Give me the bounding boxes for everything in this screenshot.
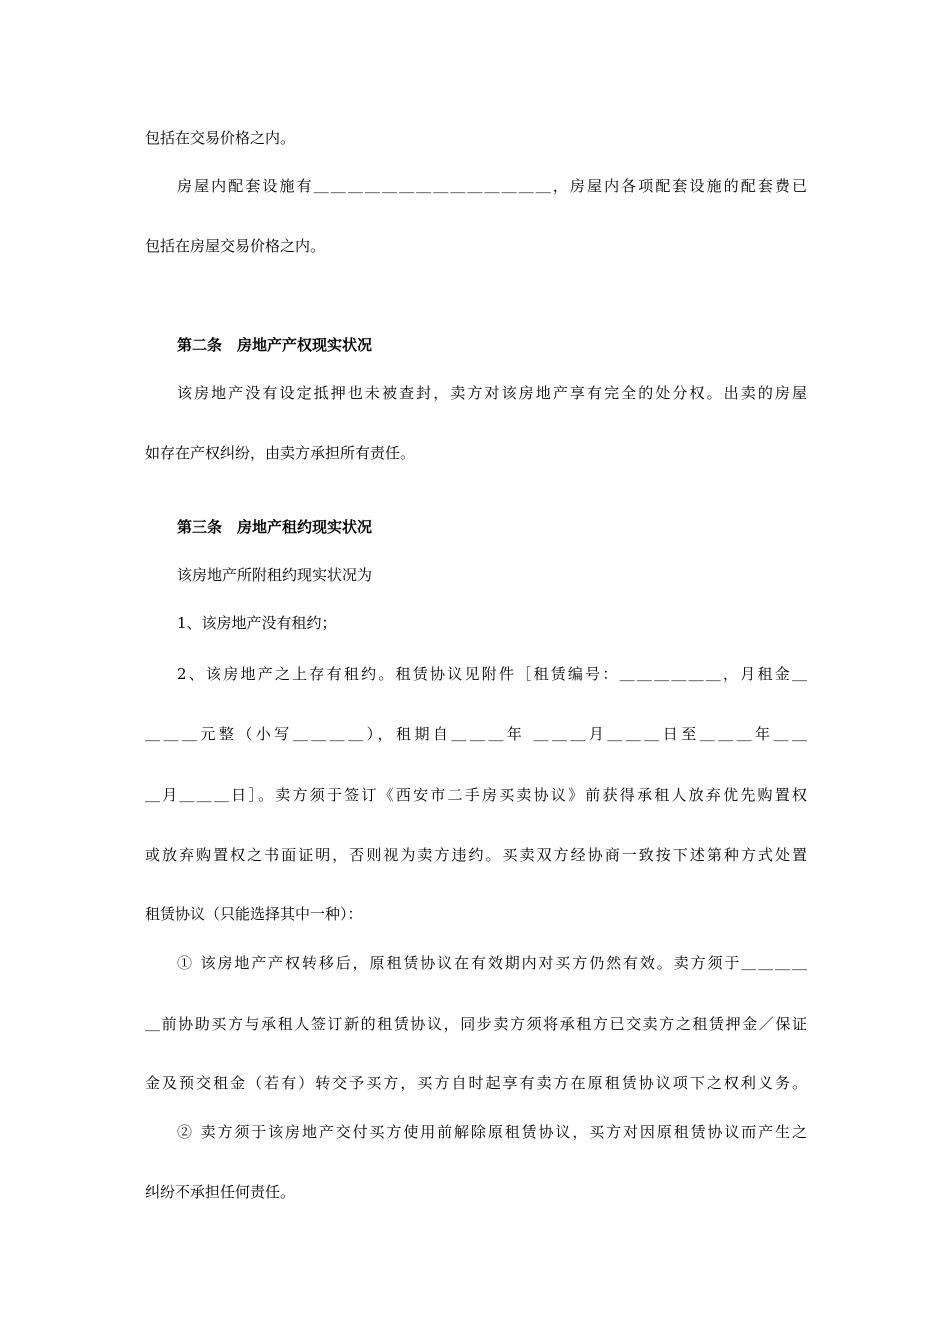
option-item: ② 卖方须于该房地产交付买方使用前解除原租赁协议，买方对因原租赁协议而产生之 <box>177 1123 807 1141</box>
paragraph-line: ＿＿＿元整（小写＿＿＿＿），租期自＿＿＿年 ＿＿＿月＿＿＿日至＿＿＿年＿＿ <box>145 725 807 743</box>
list-item: 2、该房地产之上存有租约。租赁协议见附件［租赁编号：＿＿＿＿＿＿，月租金＿ <box>177 665 807 683</box>
paragraph-line: ＿前协助买方与承租人签订新的租赁协议，同步卖方须将承租方已交卖方之租赁押金／保证 <box>145 1015 807 1033</box>
paragraph-line: 包括在房屋交易价格之内。 <box>145 237 326 255</box>
list-item: 1、该房地产没有租约； <box>177 614 337 632</box>
option-item: ① 该房地产产权转移后，原租赁协议在有效期内对买方仍然有效。卖方须于＿＿＿＿ <box>177 954 807 972</box>
paragraph-line: 该房地产所附租约现实状况为 <box>177 566 373 584</box>
section-heading: 第二条 房地产产权现实状况 <box>177 336 373 354</box>
paragraph-line: 房屋内配套设施有＿＿＿＿＿＿＿＿＿＿＿＿＿＿，房屋内各项配套设施的配套费已 <box>177 177 807 195</box>
paragraph-line: 或放弃购置权之书面证明，否则视为卖方违约。买卖双方经协商一致按下述第种方式处置 <box>145 846 807 864</box>
paragraph-line: 租赁协议（只能选择其中一种）： <box>145 905 363 923</box>
paragraph-line: ＿月＿＿＿日］。卖方须于签订《西安市二手房买卖协议》前获得承租人放弃优先购置权 <box>145 786 807 804</box>
paragraph-line: 包括在交易价格之内。 <box>145 129 296 147</box>
paragraph-line: 该房地产没有设定抵押也未被查封，卖方对该房地产享有完全的处分权。出卖的房屋 <box>177 384 807 402</box>
paragraph-line: 金及预交租金（若有）转交予买方，买方自时起享有卖方在原租赁协议项下之权利义务。 <box>145 1074 807 1092</box>
paragraph-line: 如存在产权纠纷，由卖方承担所有责任。 <box>145 444 416 462</box>
section-heading: 第三条 房地产租约现实状况 <box>177 518 373 536</box>
paragraph-line: 纠纷不承担任何责任。 <box>145 1183 296 1201</box>
